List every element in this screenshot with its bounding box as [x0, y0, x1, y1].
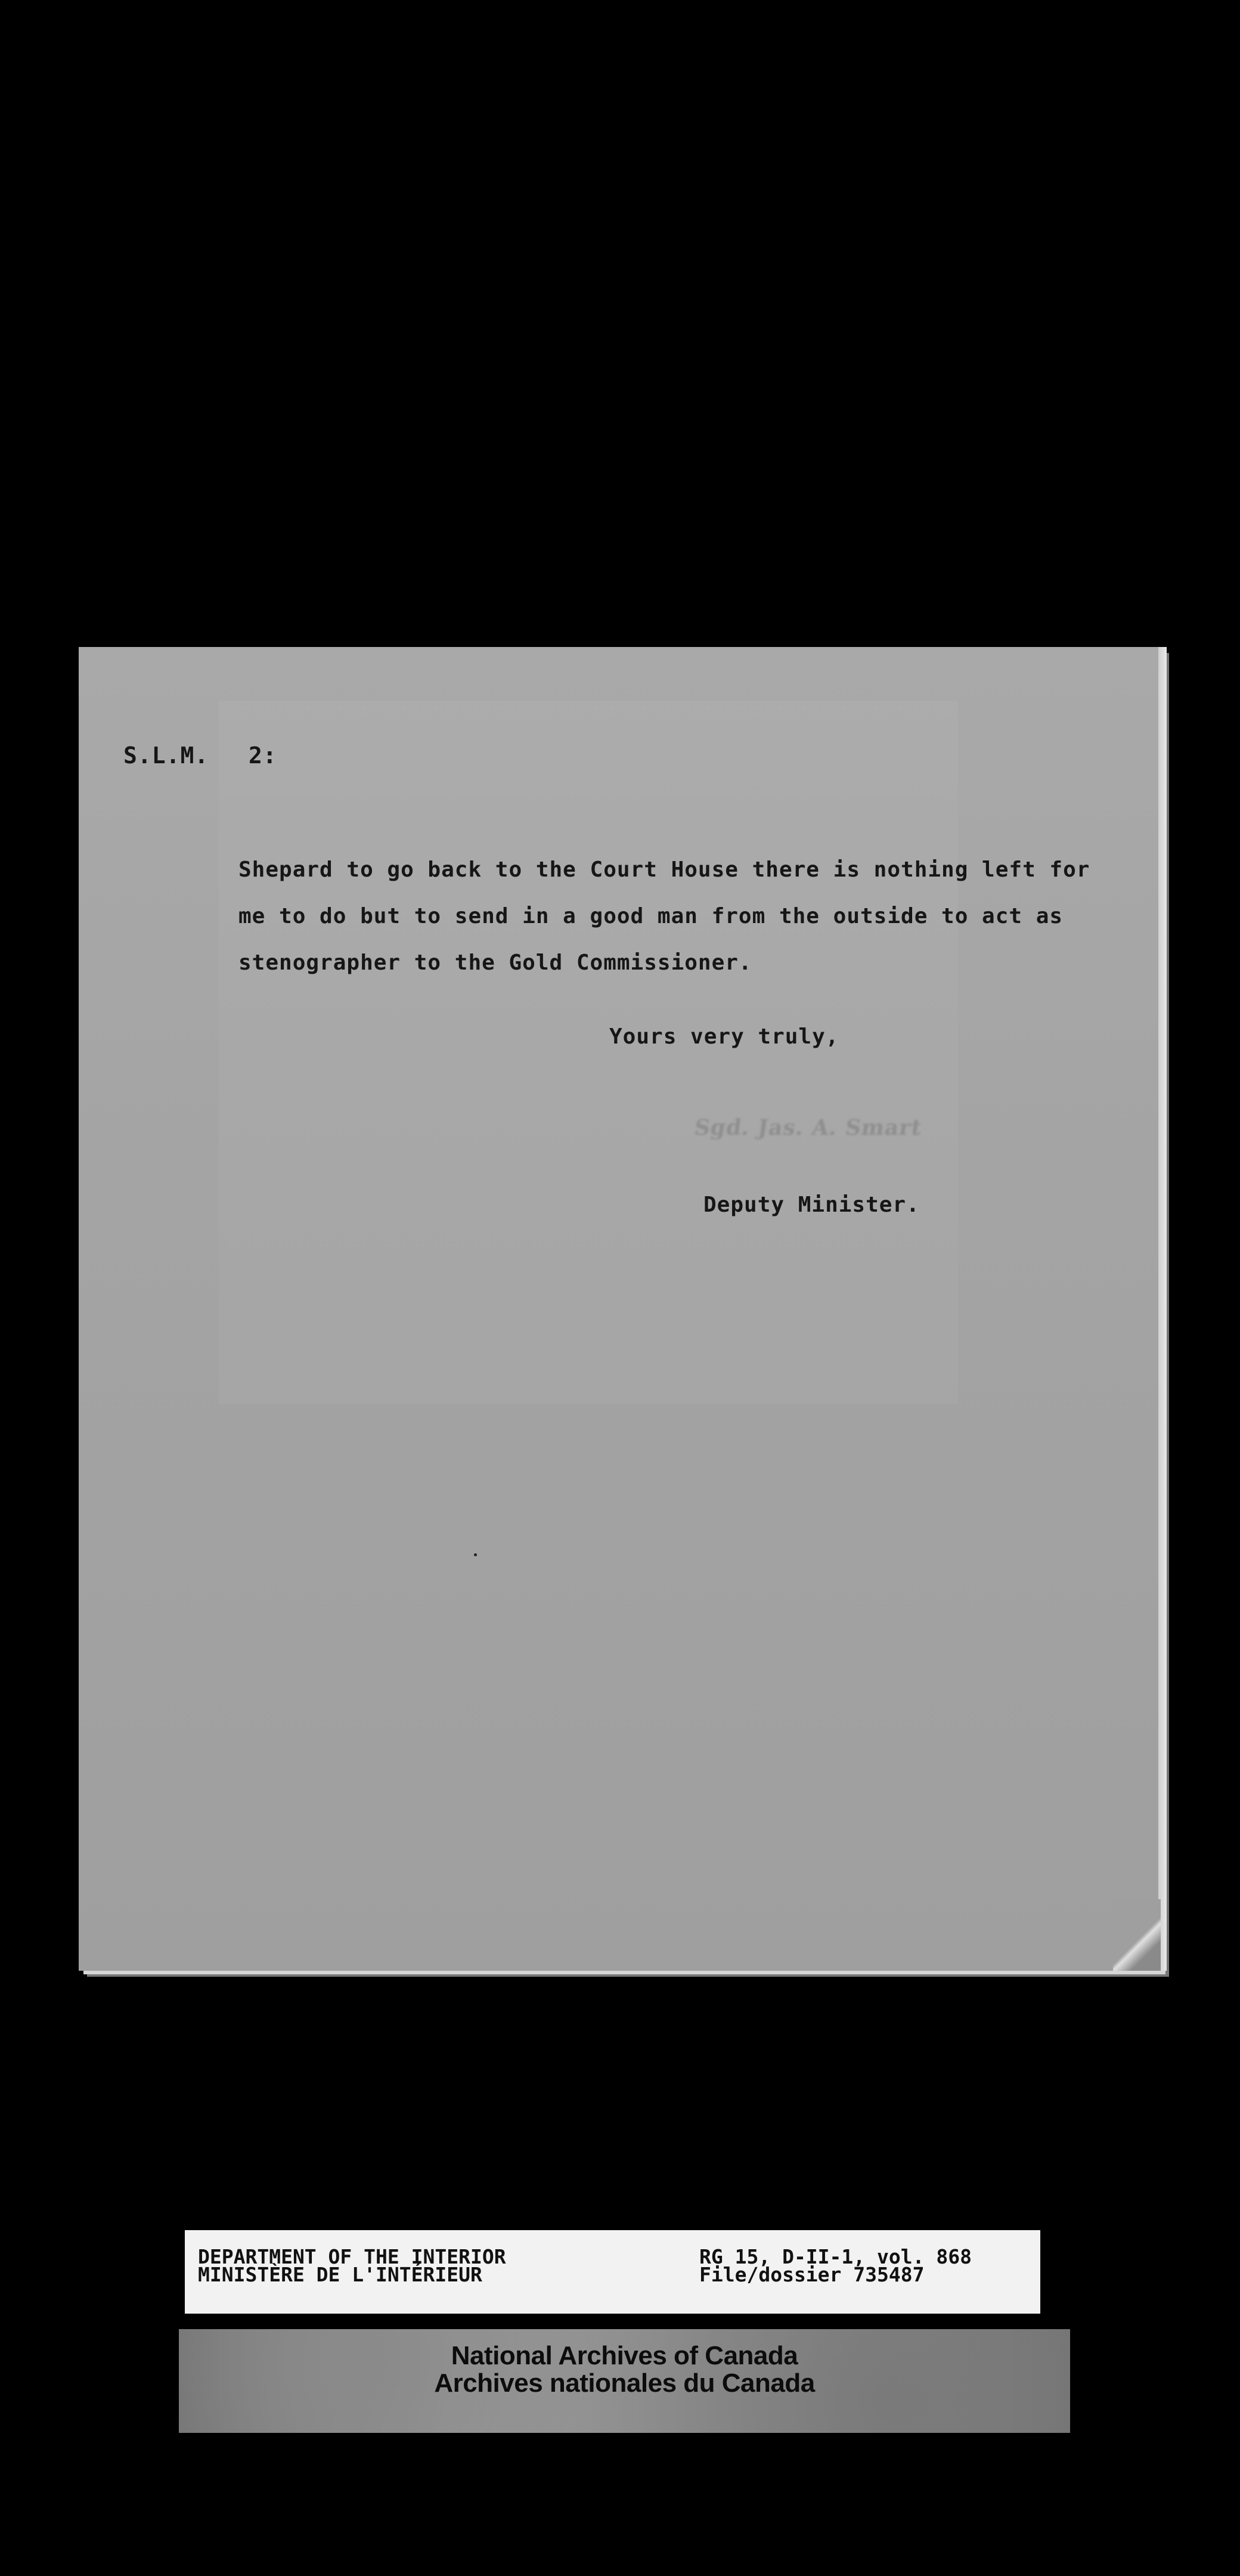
page-number: 2: [249, 742, 277, 769]
closing-line: Yours very truly, [609, 1024, 839, 1049]
page-faint-shading [219, 701, 958, 1404]
signer-title: Deputy Minister. [703, 1193, 920, 1217]
page-edge [1158, 647, 1167, 1971]
archive-banner [179, 2329, 1070, 2433]
signature-stamp: Sgd. Jas. A. Smart [693, 1115, 924, 1140]
archive-reference-label [185, 2230, 1040, 2314]
department-name-en: DEPARTMENT OF THE INTERIOR [198, 2245, 506, 2268]
page-curl [1113, 1899, 1161, 1971]
header-reference: S.L.M. [123, 742, 209, 769]
department-name-fr: MINISTÈRE DE L'INTÉRIEUR [198, 2263, 482, 2286]
file-reference [699, 2245, 972, 2286]
record-group: RG 15, D-II-1, vol. 868 [699, 2245, 972, 2268]
body-line: me to do but to send in a good man from the outside to act as [238, 904, 1064, 928]
document-page [79, 647, 1161, 1971]
department-name [198, 2245, 506, 2286]
banner-title-en: National Archives of Canada [451, 2341, 798, 2370]
body-line: stenographer to the Gold Commissioner. [238, 950, 752, 975]
ink-dot [474, 1553, 477, 1556]
body-line: Shepard to go back to the Court House there is nothing left for [238, 857, 1090, 882]
banner-title-fr: Archives nationales du Canada [434, 2368, 815, 2398]
body-paragraph [238, 847, 1090, 986]
file-number: File/dossier 735487 [699, 2263, 925, 2286]
